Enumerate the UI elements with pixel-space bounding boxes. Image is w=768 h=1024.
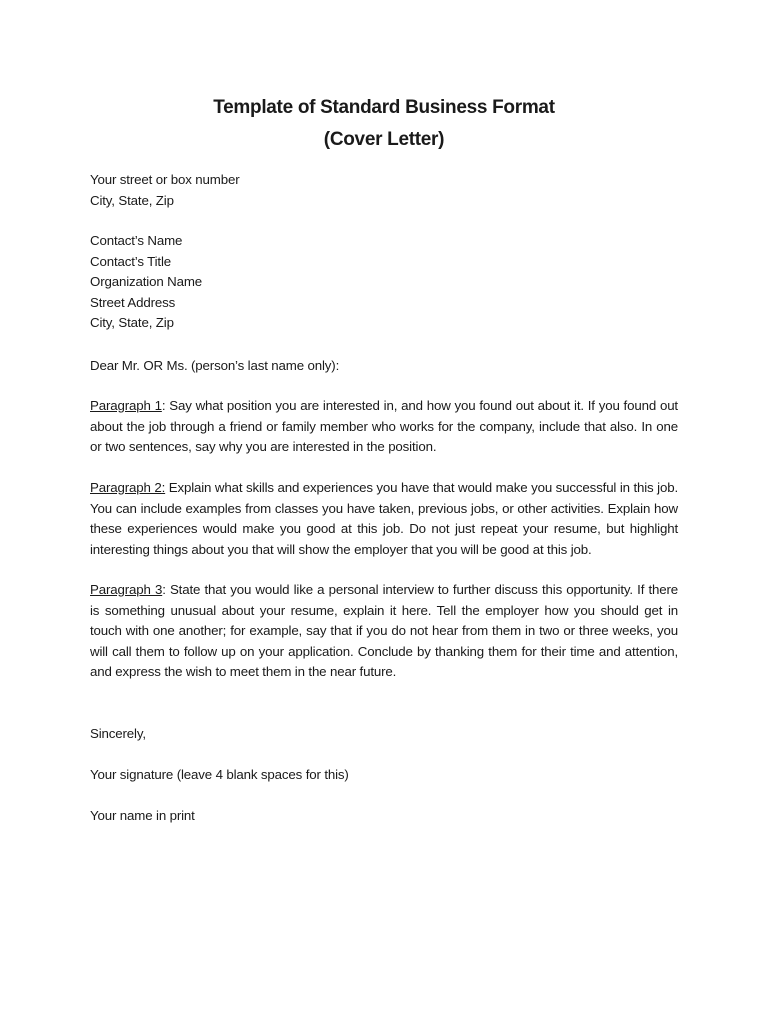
printed-name-block	[90, 806, 678, 827]
paragraph-1-text: Say what position you are interested in, and how you found out about it. If you found out about the job through a friend or family member who works for the company, include that also. In one or two sentences, say why you are interested in the position.	[90, 398, 678, 455]
title-line-2: (Cover Letter)	[323, 129, 445, 150]
paragraph-1	[90, 396, 678, 458]
sender-address	[90, 170, 678, 211]
signature-block	[90, 765, 678, 786]
paragraph-2-text: Explain what skills and experiences you have that would make you successful in this job. You can include examples from classes you have taken, previous jobs, or other activities. Explain how these experiences would make you good at this job. Do not just repeat your resume, but highlight interesting things about you that will show the employer that you will be good at this job.	[90, 480, 678, 557]
salutation	[90, 356, 678, 377]
sender-city: City, State, Zip	[90, 192, 174, 208]
signature-note: Your signature (leave 4 blank spaces for this)	[90, 767, 349, 782]
paragraph-3-separator: :	[162, 582, 170, 597]
printed-name: Your name in print	[90, 808, 195, 823]
closing-text: Sincerely,	[90, 726, 146, 741]
paragraph-2	[90, 478, 678, 560]
recipient-city: City, State, Zip	[90, 315, 174, 331]
document-title	[0, 92, 768, 156]
paragraph-1-label: Paragraph 1	[90, 398, 162, 413]
recipient-title: Contact’s Title	[90, 253, 172, 269]
paragraph-3	[90, 580, 678, 683]
recipient-street: Street Address	[90, 294, 176, 310]
recipient-address	[90, 231, 678, 334]
closing	[90, 724, 678, 745]
sender-street: Your street or box number	[90, 172, 240, 187]
title-line-1: Template of Standard Business Format	[213, 97, 555, 118]
paragraph-1-separator: :	[161, 398, 170, 413]
paragraph-3-text: State that you would like a personal interview to further discuss this opportunity. If there is something unusual about your resume, explain it here. Tell the employer how you should get in touch with one another; for example, say that if you do not hear from them in two or three weeks, you will call them to follow up on your application. Conclude by thanking them for their time and attention, and express the wish to meet them in the near future.	[90, 582, 679, 680]
recipient-name: Contact’s Name	[90, 233, 183, 248]
recipient-organization: Organization Name	[90, 274, 203, 290]
paragraph-2-label: Paragraph 2:	[90, 480, 166, 495]
paragraph-3-label: Paragraph 3	[90, 582, 163, 597]
salutation-text: Dear Mr. OR Ms. (person’s last name only):	[90, 358, 340, 373]
